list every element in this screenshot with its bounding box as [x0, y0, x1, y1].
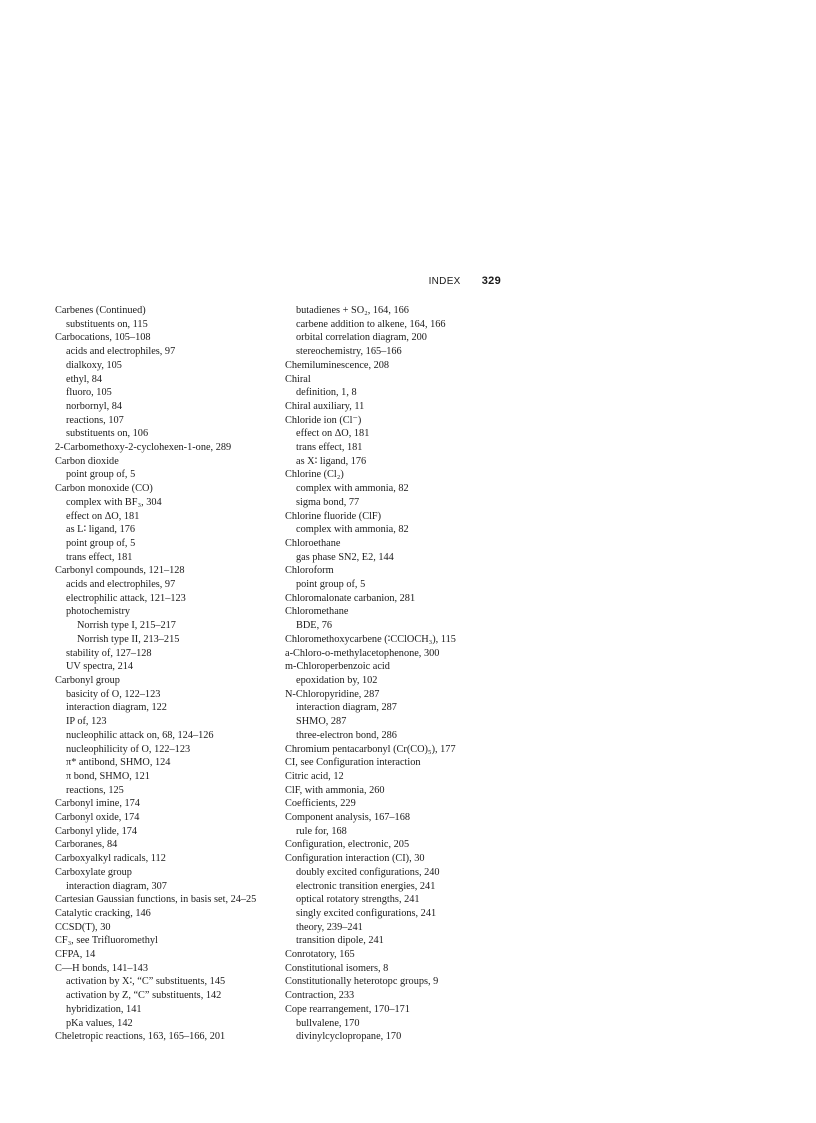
- index-entry: Configuration interaction (CI), 30: [285, 853, 425, 865]
- index-entry: Conrotatory, 165: [285, 949, 355, 961]
- index-subentry: π bond, SHMO, 121: [66, 770, 150, 782]
- index-entry: a-Chloro-o-methylacetophenone, 300: [285, 647, 440, 659]
- index-subentry: pKa values, 142: [66, 1017, 133, 1029]
- index-entry: Configuration, electronic, 205: [285, 839, 410, 851]
- index-subentry: dialkoxy, 105: [66, 359, 122, 371]
- index-subentry: transition dipole, 241: [296, 935, 384, 947]
- index-subentry: point group of, 5: [296, 579, 366, 591]
- index-subentry: singly excited configurations, 241: [296, 907, 437, 919]
- index-entry: Carbon dioxide: [55, 455, 119, 467]
- index-entry: Chloroform: [285, 565, 334, 577]
- index-entry: CI, see Configuration interaction: [285, 757, 421, 769]
- index-subentry: complex with ammonia, 82: [296, 524, 409, 536]
- index-entry: Cope rearrangement, 170–171: [285, 1003, 410, 1015]
- index-subentry: interaction diagram, 307: [66, 880, 167, 892]
- index-entry: CFPA, 14: [55, 949, 96, 961]
- index-entry: 2-Carbomethoxy-2-cyclohexen-1-one, 289: [55, 442, 232, 454]
- index-subentry: activation by Z, “C” substituents, 142: [66, 990, 222, 1002]
- index-subentry: divinylcyclopropane, 170: [296, 1031, 402, 1043]
- index-entry: Citric acid, 12: [285, 770, 344, 782]
- index-entry: Chlorine fluoride (ClF): [285, 510, 382, 522]
- index-entry: Chiral: [285, 373, 311, 385]
- index-subentry: sigma bond, 77: [296, 496, 360, 508]
- index-subentry: complex with BF₃, 304: [66, 496, 162, 508]
- index-subentry: optical rotatory strengths, 241: [296, 894, 420, 906]
- index-subentry: carbene addition to alkene, 164, 166: [296, 318, 446, 330]
- index-entry: Carbonyl oxide, 174: [55, 812, 140, 824]
- index-entry: Catalytic cracking, 146: [55, 907, 151, 919]
- index-subentry: reactions, 125: [66, 784, 124, 796]
- index-subentry: interaction diagram, 287: [296, 702, 397, 714]
- index-subentry: effect on ΔO, 181: [296, 428, 370, 440]
- index-subentry: doubly excited configurations, 240: [296, 866, 440, 878]
- index-entry: Chloromethane: [285, 606, 349, 618]
- index-subentry: butadienes + SO₂, 164, 166: [296, 305, 409, 316]
- running-head-label: INDEX: [428, 276, 461, 287]
- index-entry: Chloroethane: [285, 537, 341, 549]
- index-subentry: trans effect, 181: [296, 442, 363, 454]
- index-subentry: epoxidation by, 102: [296, 674, 378, 686]
- index-entry: Coefficients, 229: [285, 798, 356, 810]
- index-subentry: gas phase SN2, E2, 144: [296, 551, 394, 563]
- index-subentry: BDE, 76: [296, 620, 333, 632]
- index-subentry: basicity of O, 122–123: [66, 688, 161, 700]
- index-entry: C—H bonds, 141–143: [55, 962, 148, 974]
- index-entry: Carboxylate group: [55, 866, 132, 878]
- index-entry: Chloromethoxycarbene (∶CClOCH₃), 115: [285, 633, 456, 645]
- index-entry: Component analysis, 167–168: [285, 812, 410, 824]
- index-entry: Chromium pentacarbonyl (Cr(CO)₅), 177: [285, 743, 456, 755]
- index-entry: Chemiluminescence, 208: [285, 359, 390, 371]
- index-subentry: activation by X∶, “C” substituents, 145: [66, 976, 226, 988]
- index-subentry: acids and electrophiles, 97: [66, 346, 176, 358]
- index-entry: Carbonyl compounds, 121–128: [55, 565, 185, 577]
- index-entry: Chloromalonate carbanion, 281: [285, 592, 416, 604]
- index-subentry: acids and electrophiles, 97: [66, 579, 176, 591]
- index-subentry: π* antibond, SHMO, 124: [66, 757, 171, 769]
- index-subentry: complex with ammonia, 82: [296, 483, 409, 495]
- index-subentry: UV spectra, 214: [66, 661, 134, 673]
- index-subentry: interaction diagram, 122: [66, 702, 167, 714]
- index-subentry: reactions, 107: [66, 414, 124, 426]
- index-subentry: norbornyl, 84: [66, 400, 123, 412]
- index-entry: Carbonyl group: [55, 674, 120, 686]
- index-subentry: stereochemistry, 165–166: [296, 346, 402, 358]
- index-entry: Chlorine (Cl₂): [285, 469, 344, 481]
- index-subentry: hybridization, 141: [66, 1003, 142, 1015]
- index-entry: m-Chloroperbenzoic acid: [285, 661, 390, 673]
- index-entry: Carboxyalkyl radicals, 112: [55, 853, 166, 865]
- index-subentry: substituents on, 115: [66, 318, 148, 330]
- index-entry: ClF, with ammonia, 260: [285, 784, 385, 796]
- index-subentry: electrophilic attack, 121–123: [66, 592, 186, 604]
- index-entry: Constitutional isomers, 8: [285, 962, 389, 974]
- index-entry: Carbonyl imine, 174: [55, 798, 140, 810]
- index-subentry: nucleophilic attack on, 68, 124–126: [66, 729, 214, 741]
- index-subentry: photochemistry: [66, 606, 131, 618]
- index-subentry: Norrish type II, 213–215: [77, 633, 180, 645]
- index-entry: Contraction, 233: [285, 990, 355, 1002]
- index-subentry: substituents on, 106: [66, 428, 149, 440]
- index-subentry: electronic transition energies, 241: [296, 880, 436, 892]
- index-column-left: [55, 304, 295, 1044]
- index-subentry: as X∶ ligand, 176: [296, 455, 367, 467]
- running-head: [0, 275, 501, 287]
- index-subentry: as L∶ ligand, 176: [66, 524, 136, 536]
- index-entry: CCSD(T), 30: [55, 921, 111, 933]
- index-subentry: rule for, 168: [296, 825, 347, 837]
- index-entry: Carboranes, 84: [55, 839, 118, 851]
- index-subentry: bullvalene, 170: [296, 1017, 360, 1029]
- index-subentry: Norrish type I, 215–217: [77, 620, 176, 632]
- index-subentry: three-electron bond, 286: [296, 729, 397, 741]
- index-subentry: orbital correlation diagram, 200: [296, 332, 427, 344]
- index-entry: Cheletropic reactions, 163, 165–166, 201: [55, 1031, 226, 1043]
- index-entry: N-Chloropyridine, 287: [285, 688, 380, 700]
- index-subentry: point group of, 5: [66, 469, 136, 481]
- index-subentry: point group of, 5: [66, 537, 136, 549]
- index-entry: Chloride ion (Cl⁻): [285, 414, 362, 426]
- index-entry: Carbonyl ylide, 174: [55, 825, 138, 837]
- index-entry: Carbocations, 105–108: [55, 332, 151, 344]
- index-entry: Cartesian Gaussian functions, in basis set, 24–25: [55, 894, 257, 906]
- index-entry: Carbon monoxide (CO): [55, 483, 153, 495]
- index-subentry: ethyl, 84: [66, 373, 103, 385]
- index-subentry: definition, 1, 8: [296, 387, 357, 399]
- index-subentry: fluoro, 105: [66, 387, 112, 399]
- page-number: 329: [481, 275, 501, 287]
- index-column-right: [285, 304, 525, 1044]
- index-entry: CF₃, see Trifluoromethyl: [55, 935, 158, 947]
- index-subentry: nucleophilicity of O, 122–123: [66, 743, 191, 755]
- index-entry: Chiral auxiliary, 11: [285, 400, 365, 412]
- index-entry: Constitutionally heterotopc groups, 9: [285, 976, 439, 988]
- index-subentry: theory, 239–241: [296, 921, 363, 933]
- index-subentry: trans effect, 181: [66, 551, 133, 563]
- index-entry: Carbenes (Continued): [55, 305, 146, 316]
- index-subentry: effect on ΔO, 181: [66, 510, 140, 522]
- index-subentry: stability of, 127–128: [66, 647, 152, 659]
- index-subentry: IP of, 123: [66, 716, 107, 728]
- index-subentry: SHMO, 287: [296, 716, 347, 728]
